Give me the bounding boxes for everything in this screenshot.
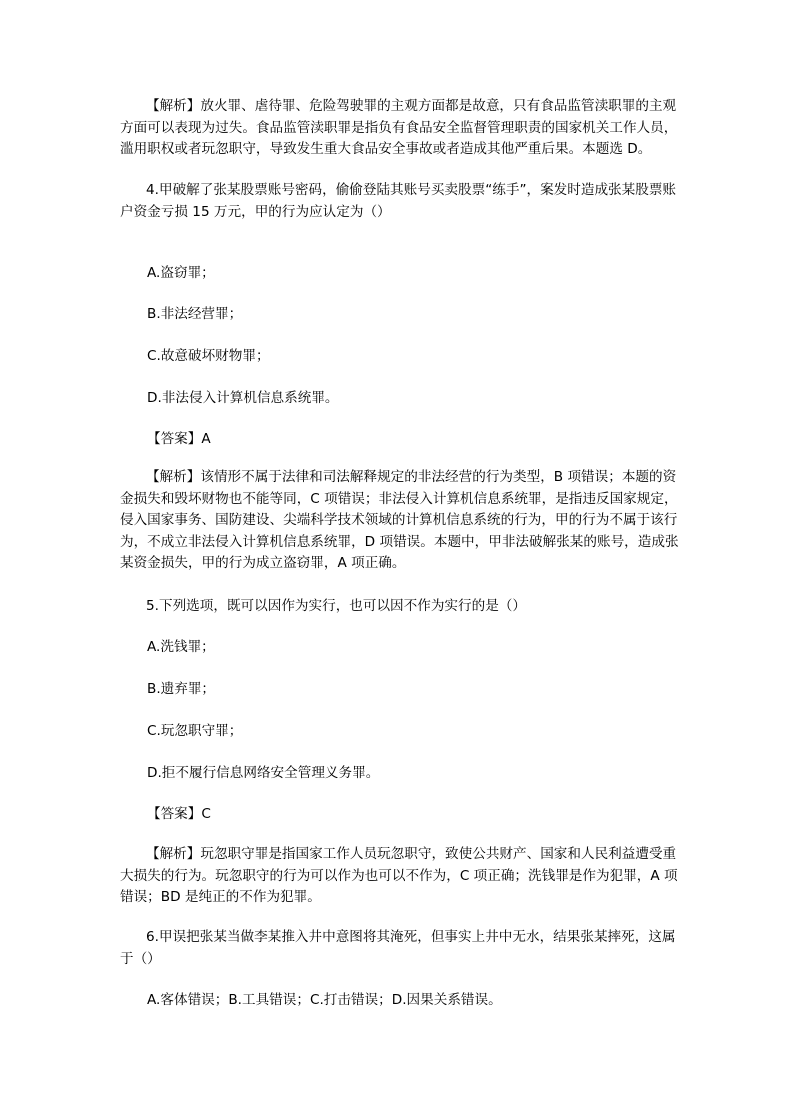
question-6: 6.甲误把张某当做李某推入井中意图将其淹死，但事实上井中无水，结果张某摔死，这属于（） [120,929,676,967]
q4-option-d: D.非法侵入计算机信息系统罪。 [147,390,339,406]
question-4: 4.甲破解了张某股票账号密码，偷偷登陆其账号买卖股票“练手”，案发时造成张某股票账户资金亏损 15 万元，甲的行为应认定为（） [120,182,677,220]
q5-option-b: B.遗弃罪； [147,681,216,697]
question-5: 5.下列选项，既可以因作为实行，也可以因不作为实行的是（） [146,598,526,614]
q5-answer: 【答案】C [147,806,211,822]
q6-options: A.客体错误；B.工具错误；C.打击错误；D.因果关系错误。 [147,992,502,1008]
q4-option-a: A.盗窃罪； [147,265,215,281]
q5-option-c: C.玩忽职守罪； [147,723,243,739]
q4-option-b: B.非法经营罪； [147,306,243,322]
q4-answer: 【答案】A [147,431,211,447]
q5-option-d: D.拒不履行信息网络安全管理义务罪。 [147,765,380,781]
analysis-paragraph-q4: 【解析】该情形不属于法律和司法解释规定的非法经营的行为类型，B 项错误；本题的资金损失和毁坏财物也不能等同，C 项错误；非法侵入计算机信息系统罪，是指违反国家规定，侵入国家事务、国防建设、尖端科学技术领域的计算机信息系统的行为，甲的行为不属于该行为，不成立非法侵入计算机信息系统罪，D 项错误。本题中，甲非法破解张某的账号，造成张某资金损失，甲的行为成立盗窃罪，A 项正确。 [120,469,679,571]
analysis-paragraph-q3: 【解析】放火罪、虐待罪、危险驾驶罪的主观方面都是故意，只有食品监管渎职罪的主观方面可以表现为过失。食品监管渎职罪是指负有食品安全监督管理职责的国家机关工作人员，滥用职权或者玩忽职守，导致发生重大食品安全事故或者造成其他严重后果。本题选 D。 [120,98,678,157]
q4-option-c: C.故意破坏财物罪； [147,348,270,364]
analysis-paragraph-q5: 【解析】玩忽职守罪是指国家工作人员玩忽职守，致使公共财产、国家和人民利益遭受重大损失的行为。玩忽职守的行为可以作为也可以不作为，C 项正确；洗钱罪是作为犯罪，A 项错误；BD 是纯正的不作为犯罪。 [120,846,678,905]
q5-option-a: A.洗钱罪； [147,639,215,655]
